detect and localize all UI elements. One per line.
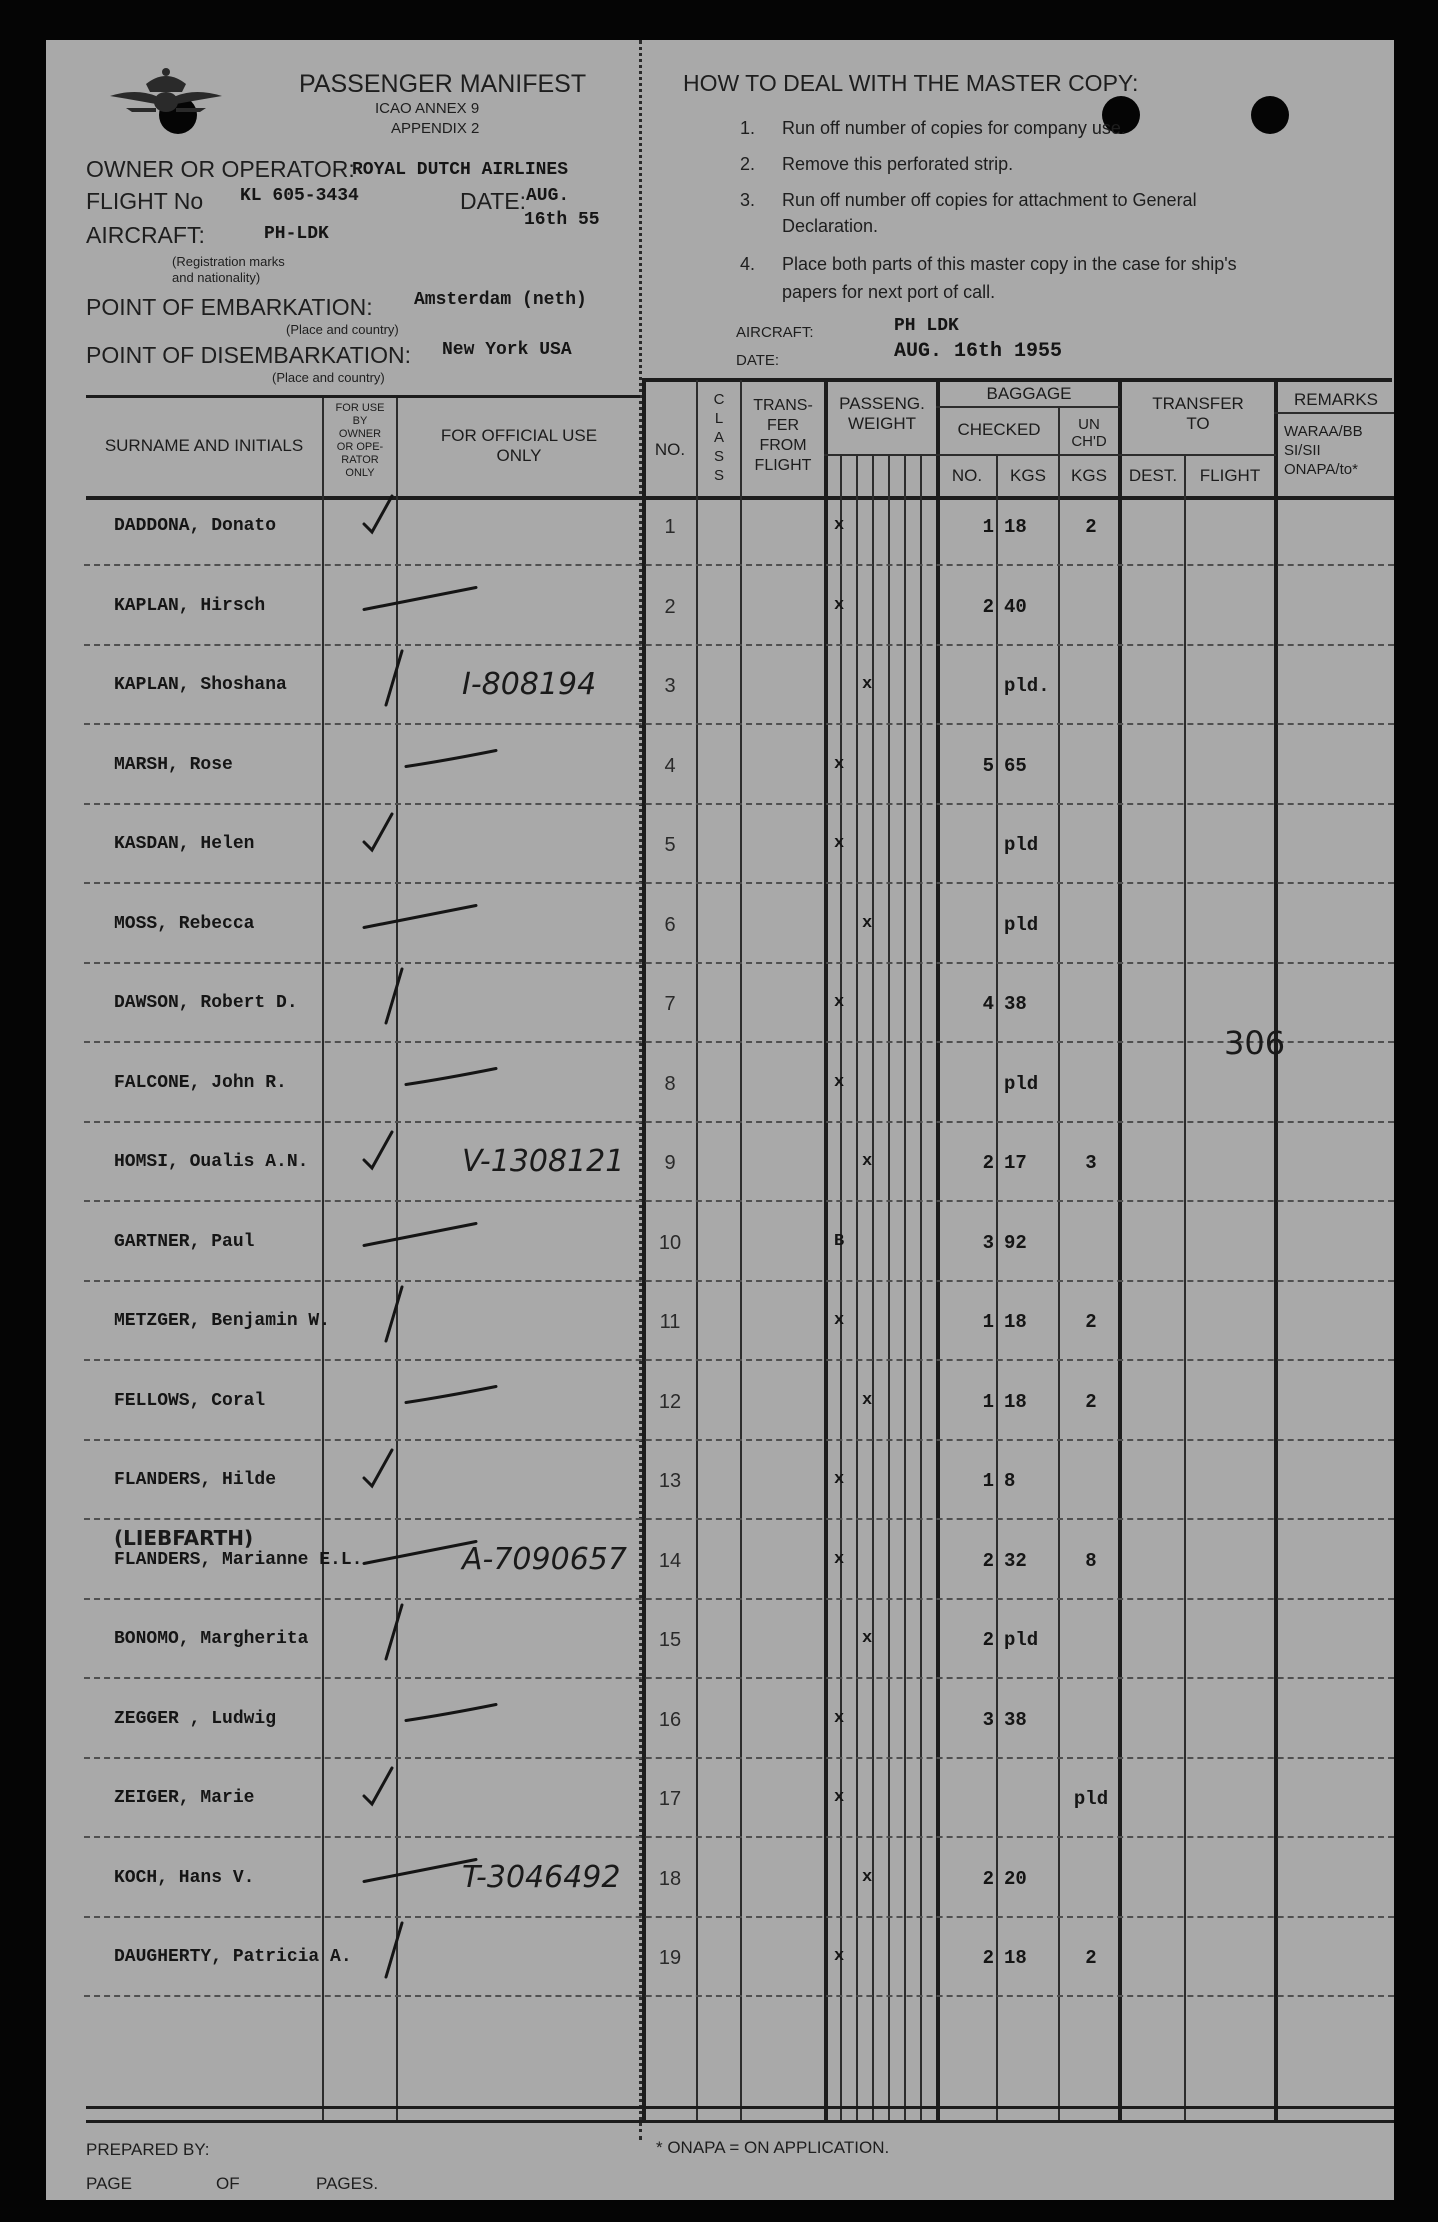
passenger-no: 1: [664, 516, 676, 538]
pass-weight-mark: x: [862, 675, 873, 694]
passenger-name: KOCH, Hans V.: [114, 1868, 255, 1888]
disembark-value: New York USA: [442, 340, 572, 360]
handwritten-check-mark: [406, 1069, 496, 1085]
passenger-no: 15: [658, 1629, 682, 1651]
col-header-dest: DEST.: [1128, 466, 1178, 485]
passenger-name: HOMSI, Oualis A.N.: [114, 1152, 309, 1172]
bag-kgs: 38: [1004, 993, 1027, 1015]
passenger-name: DAUGHERTY, Patricia A.: [114, 1947, 352, 1967]
margin-note: 306: [1224, 1024, 1286, 1062]
passenger-no: 3: [664, 675, 676, 697]
passenger-no: 19: [658, 1947, 682, 1969]
handwritten-check-mark: [364, 1224, 476, 1246]
bag-kgs: 32: [1004, 1550, 1027, 1572]
official-use-number: V-1308121: [462, 1144, 625, 1179]
strip-aircraft-value: PH LDK: [894, 316, 959, 336]
bag-count: 4: [982, 993, 994, 1015]
bag-kgs: 92: [1004, 1232, 1027, 1254]
passenger-name: KAPLAN, Hirsch: [114, 596, 266, 616]
bag-kgs: 65: [1004, 755, 1027, 777]
pass-weight-mark: x: [834, 516, 845, 535]
bag-kgs: pld: [1004, 1073, 1039, 1095]
pass-weight-mark: x: [834, 993, 845, 1012]
onapa-note: * ONAPA = ON APPLICATION.: [656, 2138, 890, 2157]
strip-aircraft-label: AIRCRAFT:: [736, 324, 814, 341]
passenger-name: MOSS, Rebecca: [114, 914, 255, 934]
passenger-name: DAWSON, Robert D.: [114, 993, 298, 1013]
bag-count: 3: [982, 1232, 994, 1254]
handwritten-checkmarks: [46, 40, 1394, 2200]
pass-weight-mark: x: [834, 834, 845, 853]
bag-kgs: 17: [1004, 1152, 1027, 1174]
bag-kgs: 20: [1004, 1868, 1027, 1890]
place-note: (Place and country): [272, 370, 385, 385]
passenger-name: ZEGGER , Ludwig: [114, 1709, 277, 1729]
pass-weight-mark: x: [862, 1152, 873, 1171]
pass-weight-mark: x: [862, 1629, 873, 1648]
passenger-no: 8: [664, 1073, 676, 1095]
handwritten-check-mark: [364, 588, 476, 610]
handwritten-check-mark: [386, 1605, 402, 1659]
bag-count: 2: [982, 1152, 994, 1174]
strip-date-label: DATE:: [736, 352, 780, 369]
bag-kgs: 38: [1004, 1709, 1027, 1731]
handwritten-check-mark: [364, 1450, 392, 1486]
pass-weight-mark: x: [834, 1073, 845, 1092]
unchecked-kgs: 2: [1085, 1947, 1097, 1969]
pages-label: PAGES.: [316, 2174, 379, 2193]
passenger-name: FLANDERS, Hilde: [114, 1470, 277, 1490]
aircraft-label: AIRCRAFT:: [86, 222, 205, 248]
passenger-name: MARSH, Rose: [114, 755, 233, 775]
col-header-owner-use: FOR USE BY OWNER OR OPE- RATOR ONLY: [335, 402, 385, 479]
appendix-label: APPENDIX 2: [391, 120, 480, 137]
handwritten-check-mark: [364, 1860, 476, 1882]
passenger-name: FELLOWS, Coral: [114, 1391, 266, 1411]
registration-note: and nationality): [172, 270, 261, 285]
col-header-class: C L A S S: [713, 391, 725, 484]
pass-weight-mark: x: [834, 1311, 845, 1330]
passenger-name: FALCONE, John R.: [114, 1073, 287, 1093]
handwritten-check-mark: [364, 1542, 476, 1564]
passenger-no: 7: [664, 993, 676, 1015]
passenger-no: 14: [658, 1550, 682, 1572]
bag-count: 1: [982, 1311, 994, 1333]
instruction-text: Place both parts of this master copy in the case for ship's: [782, 254, 1237, 274]
annex-label: ICAO ANNEX 9: [375, 100, 480, 117]
bag-count: 1: [982, 516, 994, 538]
handwritten-check-mark: [364, 1768, 392, 1804]
pass-weight-mark: x: [834, 1947, 845, 1966]
instruction-text: Run off number of copies for company use.: [782, 118, 1126, 138]
bag-kgs: 18: [1004, 1311, 1027, 1333]
passenger-no: 17: [658, 1788, 682, 1810]
bag-count: 2: [982, 596, 994, 618]
date-value-month: AUG.: [526, 186, 570, 206]
pass-weight-mark: x: [862, 1868, 873, 1887]
col-header-bag-no: NO.: [951, 466, 983, 485]
owner-value: ROYAL DUTCH AIRLINES: [352, 160, 569, 180]
col-header-unchd: UN CH'D: [1071, 416, 1107, 450]
col-header-baggage: BAGGAGE: [986, 384, 1072, 403]
bag-count: 2: [982, 1868, 994, 1890]
bag-kgs: pld: [1004, 1629, 1039, 1651]
instruction-number: 3.: [740, 190, 756, 210]
owner-label: OWNER OR OPERATOR:: [86, 156, 355, 182]
col-header-transfer-to: TRANSFER TO: [1152, 394, 1244, 433]
handwritten-check-mark: [386, 1287, 402, 1341]
bag-kgs: pld: [1004, 914, 1039, 936]
handwritten-check-mark: [386, 1923, 402, 1977]
instruction-text: Run off number off copies for attachment to General: [782, 190, 1197, 210]
bag-count: 1: [982, 1391, 994, 1413]
col-header-flight: FLIGHT: [1199, 466, 1261, 485]
official-use-number: T-3046492: [462, 1860, 621, 1895]
pass-weight-mark: x: [834, 1709, 845, 1728]
unchecked-kgs: 3: [1085, 1152, 1097, 1174]
embark-value: Amsterdam (neth): [414, 290, 587, 310]
passenger-name: KAPLAN, Shoshana: [114, 675, 287, 695]
passenger-no: 13: [658, 1470, 682, 1492]
col-header-bag-kgs: KGS: [1010, 466, 1046, 485]
pass-weight-mark: x: [834, 755, 845, 774]
prepared-by-label: PREPARED BY:: [86, 2140, 210, 2159]
col-header-official-use: FOR OFFICIAL USE ONLY: [440, 426, 598, 465]
handwritten-check-mark: [406, 1387, 496, 1403]
page-label: PAGE: [86, 2174, 132, 2193]
bag-count: 5: [982, 755, 994, 777]
unchecked-kgs: 2: [1085, 1311, 1097, 1333]
passenger-no: 16: [658, 1709, 682, 1731]
embark-label: POINT OF EMBARKATION:: [86, 294, 373, 320]
passenger-name: ZEIGER, Marie: [114, 1788, 255, 1808]
manifest-sheet: [46, 40, 1394, 2200]
pass-weight-mark: B: [834, 1232, 845, 1251]
col-header-transfer-from: TRANS- FER FROM FLIGHT: [753, 397, 813, 474]
bag-count: 2: [982, 1947, 994, 1969]
place-note: (Place and country): [286, 322, 399, 337]
instructions-title: HOW TO DEAL WITH THE MASTER COPY:: [683, 70, 1139, 96]
unchecked-kgs: 2: [1085, 1391, 1097, 1413]
handwritten-check-mark: [386, 969, 402, 1023]
date-label: DATE:: [460, 188, 527, 214]
bag-count: 2: [982, 1629, 994, 1651]
passenger-no: 9: [664, 1152, 676, 1174]
official-use-number: A-7090657: [462, 1542, 627, 1577]
col-header-pass-weight: PASSENG. WEIGHT: [839, 394, 925, 433]
date-value-day: 16th 55: [524, 210, 600, 230]
col-header-unchd-kgs: KGS: [1071, 466, 1107, 485]
unchecked-kgs: 2: [1085, 516, 1097, 538]
bag-kgs: 18: [1004, 516, 1027, 538]
flight-label: FLIGHT No: [86, 188, 204, 214]
passenger-name: BONOMO, Margherita: [114, 1629, 309, 1649]
bag-kgs: 18: [1004, 1947, 1027, 1969]
handwritten-check-mark: [364, 1132, 392, 1168]
passenger-no: 6: [664, 914, 676, 936]
passenger-no: 2: [664, 596, 676, 618]
unchecked-kgs: pld: [1073, 1788, 1109, 1810]
bag-count: 3: [982, 1709, 994, 1731]
handwritten-check-mark: [364, 906, 476, 928]
bag-kgs: 18: [1004, 1391, 1027, 1413]
instruction-text: Remove this perforated strip.: [782, 154, 1014, 174]
flight-value: KL 605-3434: [240, 186, 359, 206]
handwritten-check-mark: [406, 751, 496, 767]
pass-weight-mark: x: [834, 1470, 845, 1489]
instruction-text: Declaration.: [782, 216, 879, 236]
instruction-number: 4.: [740, 254, 756, 274]
pass-weight-mark: x: [862, 914, 873, 933]
handwritten-check-mark: [364, 814, 392, 850]
pass-weight-mark: x: [862, 1391, 873, 1410]
registration-note: (Registration marks: [172, 254, 285, 269]
passenger-no: 4: [664, 755, 676, 777]
passenger-no: 11: [659, 1311, 681, 1333]
bag-kgs: pld.: [1004, 675, 1050, 697]
manifest-title: PASSENGER MANIFEST: [299, 70, 587, 98]
bag-kgs: 40: [1004, 596, 1027, 618]
handwritten-check-mark: [386, 651, 402, 705]
aircraft-value: PH-LDK: [264, 224, 329, 244]
handwritten-check-mark: [364, 496, 392, 532]
col-header-surname: SURNAME AND INITIALS: [104, 436, 304, 455]
col-header-checked: CHECKED: [957, 420, 1041, 439]
pass-weight-mark: x: [834, 596, 845, 615]
bag-count: 2: [982, 1550, 994, 1572]
maiden-name-note: (LIEBFARTH): [114, 1526, 254, 1550]
instruction-text: papers for next port of call.: [782, 282, 996, 302]
col-header-remarks: REMARKS: [1293, 390, 1379, 409]
handwritten-check-mark: [406, 1705, 496, 1721]
passenger-no: 12: [658, 1391, 682, 1413]
col-header-no: NO.: [654, 440, 686, 459]
bag-count: 1: [982, 1470, 994, 1492]
disembark-label: POINT OF DISEMBARKATION:: [86, 342, 412, 368]
passenger-no: 5: [664, 834, 676, 856]
passenger-name: KASDAN, Helen: [114, 834, 255, 854]
passenger-name: GARTNER, Paul: [114, 1232, 255, 1252]
passenger-name: METZGER, Benjamin W.: [114, 1311, 331, 1331]
official-use-number: I-808194: [462, 667, 597, 702]
pass-weight-mark: x: [834, 1788, 845, 1807]
passenger-no: 10: [658, 1232, 682, 1254]
instruction-number: 2.: [740, 154, 756, 174]
unchecked-kgs: 8: [1085, 1550, 1097, 1572]
passenger-name: DADDONA, Donato: [114, 516, 277, 536]
bag-kgs: pld: [1004, 834, 1039, 856]
strip-date-value: AUG. 16th 1955: [894, 340, 1063, 363]
of-label: OF: [216, 2174, 240, 2193]
bag-kgs: 8: [1004, 1470, 1016, 1492]
passenger-no: 18: [658, 1868, 682, 1890]
passenger-name: FLANDERS, Marianne E.L.: [114, 1550, 363, 1570]
col-header-remarks-sub: WARAA/BB SI/SII ONAPA/to*: [1284, 423, 1363, 478]
instruction-number: 1.: [740, 118, 756, 138]
pass-weight-mark: x: [834, 1550, 845, 1569]
